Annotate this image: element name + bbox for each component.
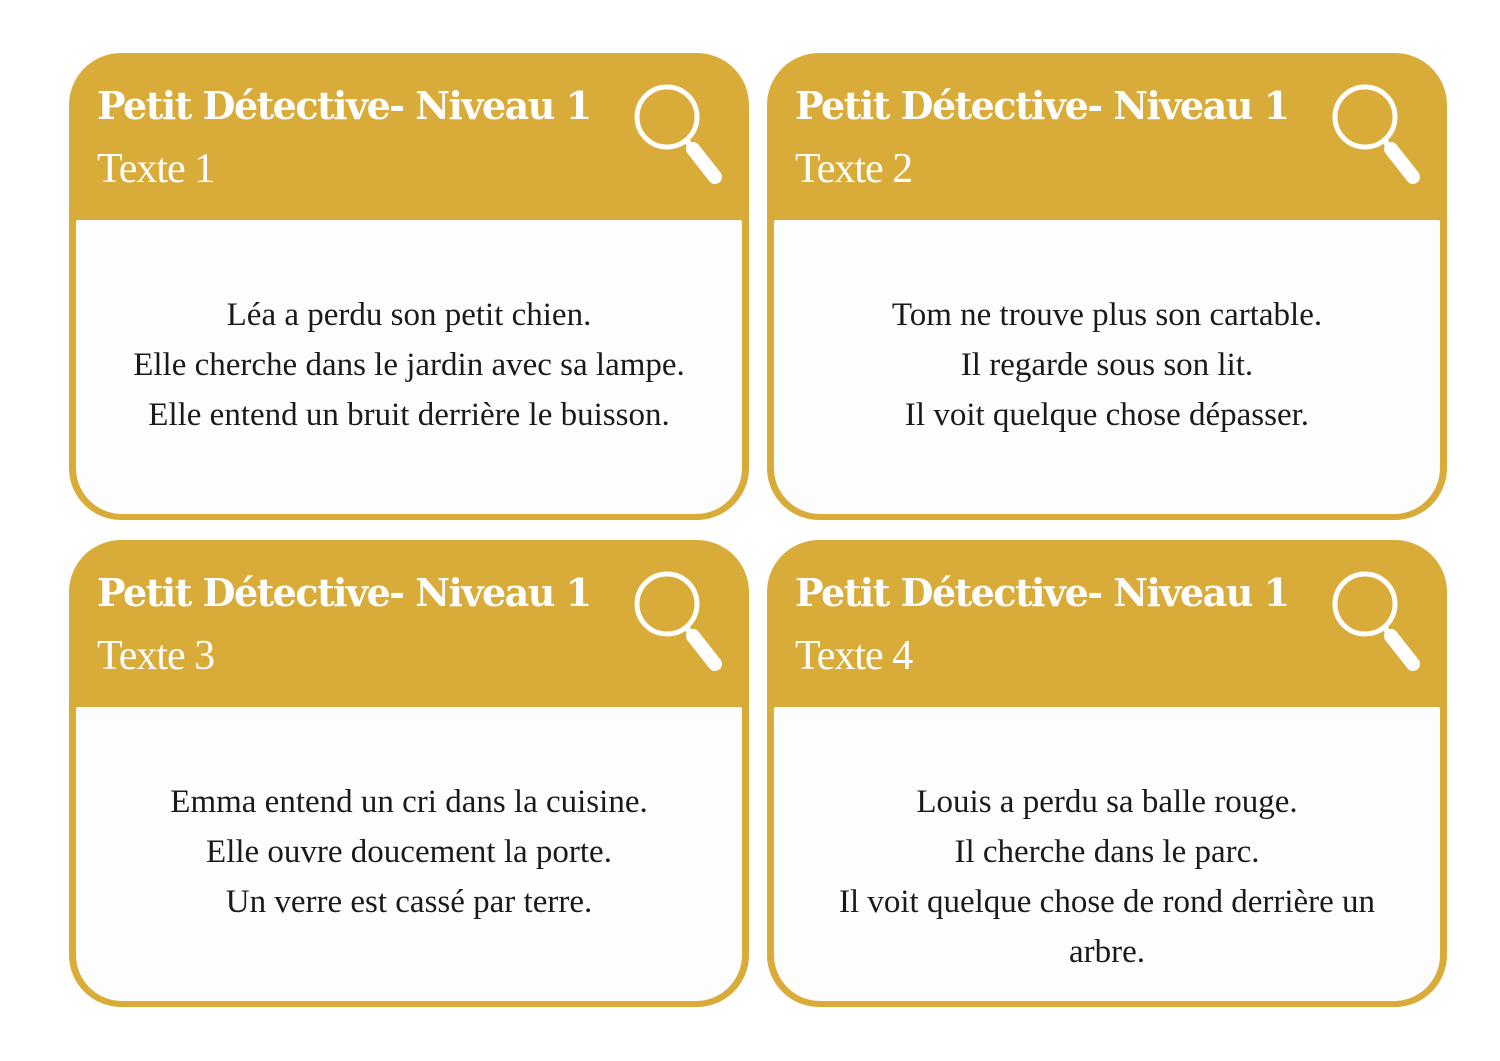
- detective-card-2: [767, 53, 1447, 520]
- detective-card-1: [69, 53, 749, 520]
- text-line: Il voit quelque chose dépasser.: [904, 397, 1310, 433]
- text-line: Tom ne trouve plus son cartable.: [891, 297, 1323, 333]
- card-title: Petit Détective- Niveau 1: [97, 83, 591, 128]
- text-line: Elle entend un bruit derrière le buisson.: [148, 397, 670, 433]
- text-line: Léa a perdu son petit chien.: [226, 297, 592, 333]
- card-text: [827, 777, 1387, 977]
- card-subtitle: Texte 4: [795, 633, 913, 679]
- card-body: [76, 707, 742, 1001]
- magnifying-glass-icon: [629, 79, 729, 189]
- magnifying-glass-icon: [1327, 566, 1427, 676]
- card-header: [69, 540, 749, 707]
- card-subtitle: Texte 2: [795, 146, 913, 192]
- text-line: Il voit quelque chose de rond derrière un arbre.: [838, 884, 1376, 970]
- text-line: Emma entend un cri dans la cuisine.: [170, 784, 648, 820]
- card-subtitle: Texte 1: [97, 146, 215, 192]
- magnifying-glass-icon: [1327, 79, 1427, 189]
- text-line: Elle cherche dans le jardin avec sa lampe.: [133, 347, 685, 383]
- card-header: [767, 53, 1447, 220]
- magnifying-glass-icon: [629, 566, 729, 676]
- card-title: Petit Détective- Niveau 1: [97, 570, 591, 615]
- card-text: [129, 290, 689, 440]
- card-subtitle: Texte 3: [97, 633, 215, 679]
- card-header: [767, 540, 1447, 707]
- card-title: Petit Détective- Niveau 1: [795, 83, 1289, 128]
- text-line: Louis a perdu sa balle rouge.: [916, 784, 1298, 820]
- text-line: Un verre est cassé par terre.: [225, 884, 593, 920]
- text-line: Il cherche dans le parc.: [954, 834, 1260, 870]
- text-line: Il regarde sous son lit.: [960, 347, 1254, 383]
- detective-card-4: [767, 540, 1447, 1007]
- card-text: [827, 290, 1387, 440]
- card-text: [129, 777, 689, 927]
- card-title: Petit Détective- Niveau 1: [795, 570, 1289, 615]
- text-line: Elle ouvre doucement la porte.: [206, 834, 612, 870]
- card-body: [774, 707, 1440, 1001]
- card-body: [76, 220, 742, 514]
- detective-card-3: [69, 540, 749, 1007]
- card-header: [69, 53, 749, 220]
- card-body: [774, 220, 1440, 514]
